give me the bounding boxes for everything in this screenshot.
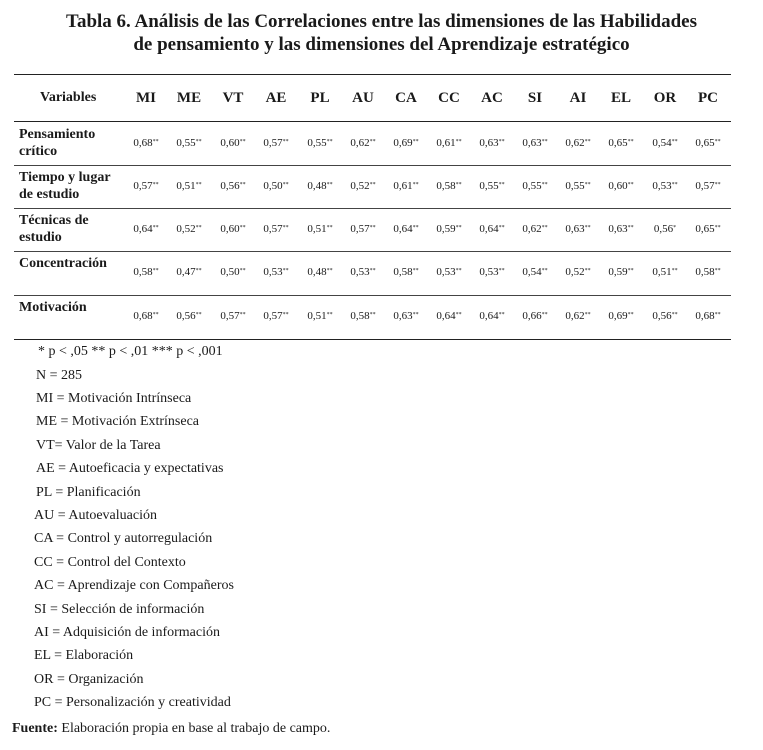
table-cell [557, 180, 599, 192]
significance-mark: ** [326, 182, 333, 188]
table-cell [385, 137, 427, 149]
table-cell [299, 223, 341, 235]
table-cell [514, 223, 556, 235]
table-cell [385, 310, 427, 322]
row-label [19, 212, 139, 246]
cell-value: 0,52 [350, 180, 370, 192]
significance-mark: ** [455, 268, 462, 274]
abbreviation-definition: PL = Planificación [36, 484, 141, 500]
significance-mark: ** [152, 182, 159, 188]
cell-value: 0,56 [652, 310, 672, 322]
significance-mark: ** [412, 139, 419, 145]
row-separator [14, 208, 731, 209]
column-header-ai: AI [569, 90, 587, 106]
table-cell [471, 223, 513, 235]
cell-value: 0,57 [350, 223, 370, 235]
significance-mark: ** [369, 312, 376, 318]
significance-mark: ** [498, 139, 505, 145]
table-cell [687, 310, 729, 322]
cell-value: 0,51 [307, 223, 327, 235]
significance-mark: ** [195, 182, 202, 188]
significance-mark: ** [627, 182, 634, 188]
row-label-line: Pensamiento [19, 127, 96, 142]
cell-value: 0,57 [263, 310, 283, 322]
row-label [19, 126, 139, 160]
table-cell [212, 137, 254, 149]
table-cell [600, 180, 642, 192]
table-cell [385, 180, 427, 192]
significance-mark: ** [541, 139, 548, 145]
significance-mark: ** [584, 139, 591, 145]
cell-value: 0,56 [220, 180, 240, 192]
cell-value: 0,48 [307, 266, 327, 278]
column-header-ac: AC [481, 90, 503, 106]
cell-value: 0,59 [608, 266, 628, 278]
table-cell [125, 180, 167, 192]
cell-value: 0,69 [608, 310, 628, 322]
table-cell [125, 223, 167, 235]
table-cell [428, 223, 470, 235]
abbreviation-definition: AU = Autoevaluación [34, 508, 157, 523]
table-cell [168, 223, 210, 235]
row-label-line: de estudio [19, 187, 80, 202]
column-header-me: ME [176, 90, 202, 106]
significance-mark: ** [239, 182, 246, 188]
row-label-line: crítico [19, 144, 58, 159]
column-header-el: EL [610, 90, 631, 106]
significance-mark: ** [455, 182, 462, 188]
cell-value: 0,59 [436, 223, 456, 235]
significance-mark: ** [455, 139, 462, 145]
column-header-mi: MI [136, 90, 156, 106]
table-cell [644, 266, 686, 278]
table-cell [299, 137, 341, 149]
column-header-or: OR [653, 90, 677, 106]
significance-mark: ** [671, 139, 678, 145]
significance-mark: ** [239, 225, 246, 231]
row-label-line: estudio [19, 230, 62, 245]
cell-value: 0,57 [263, 223, 283, 235]
table-cell [342, 266, 384, 278]
significance-mark: ** [326, 268, 333, 274]
cell-value: 0,58 [393, 266, 413, 278]
row-separator [14, 295, 731, 296]
table-cell [687, 223, 729, 235]
row-label-line: Concentración [19, 256, 107, 271]
table-cell [428, 137, 470, 149]
significance-mark: ** [412, 225, 419, 231]
table-cell [255, 266, 297, 278]
cell-value: 0,58 [350, 310, 370, 322]
cell-value: 0,64 [133, 223, 153, 235]
significance-mark: ** [239, 268, 246, 274]
significance-mark: ** [282, 312, 289, 318]
sample-size-note: N = 285 [36, 368, 83, 383]
significance-mark: ** [714, 139, 721, 145]
significance-mark: ** [152, 268, 159, 274]
cell-value: 0,68 [695, 310, 715, 322]
table-cell [125, 266, 167, 278]
column-header-vt: VT [222, 90, 244, 106]
table-cell [168, 266, 210, 278]
table-cell [514, 137, 556, 149]
table-cell [168, 310, 210, 322]
cell-value: 0,57 [220, 310, 240, 322]
significance-mark: ** [541, 225, 548, 231]
title-line-1: Tabla 6. Análisis de las Correlaciones entre las dimensiones de las Habilidades [66, 11, 697, 32]
cell-value: 0,66 [522, 310, 542, 322]
table-cell [342, 223, 384, 235]
abbreviation-definition: VT= Valor de la Tarea [36, 437, 161, 453]
significance-mark: ** [498, 182, 505, 188]
table-cell [644, 137, 686, 149]
table-cell [299, 180, 341, 192]
column-header-au: AU [352, 90, 374, 106]
cell-value: 0,57 [263, 137, 283, 149]
table-cell [557, 137, 599, 149]
table-cell [644, 180, 686, 192]
significance-mark: ** [627, 139, 634, 145]
row-label [19, 299, 139, 316]
table-cell [428, 310, 470, 322]
column-header-cc: CC [438, 90, 460, 106]
table-cell [255, 180, 297, 192]
table-cell [342, 310, 384, 322]
source-footer [12, 721, 330, 737]
significance-mark: ** [627, 225, 634, 231]
table-cell [514, 310, 556, 322]
table-cell [428, 266, 470, 278]
significance-mark: ** [152, 139, 159, 145]
abbreviation-definition: SI = Selección de información [34, 601, 205, 617]
significance-mark: ** [541, 268, 548, 274]
table-cell [299, 266, 341, 278]
significance-mark: ** [671, 182, 678, 188]
table-cell [385, 266, 427, 278]
significance-mark: ** [714, 312, 721, 318]
significance-mark: ** [541, 312, 548, 318]
cell-value: 0,47 [176, 266, 196, 278]
cell-value: 0,52 [565, 266, 585, 278]
cell-value: 0,56 [176, 310, 196, 322]
cell-value: 0,62 [565, 310, 585, 322]
significance-mark: ** [412, 268, 419, 274]
significance-mark: ** [369, 139, 376, 145]
significance-note: * p < ,05 ** p < ,01 *** p < ,001 [38, 344, 223, 359]
abbreviation-definition: ME = Motivación Extrínseca [36, 414, 200, 430]
significance-mark: ** [584, 182, 591, 188]
row-separator [14, 165, 731, 166]
abbreviation-definition: OR = Organización [34, 671, 144, 687]
table-cell [342, 137, 384, 149]
significance-mark: ** [455, 312, 462, 318]
significance-mark: ** [152, 225, 159, 231]
cell-value: 0,55 [176, 137, 196, 149]
significance-mark: ** [541, 182, 548, 188]
significance-mark: ** [498, 225, 505, 231]
table-cell [471, 310, 513, 322]
cell-value: 0,55 [307, 137, 327, 149]
abbreviation-definition: AE = Autoeficacia y expectativas [36, 461, 224, 477]
cell-value: 0,64 [479, 310, 499, 322]
cell-value: 0,64 [393, 223, 413, 235]
significance-mark: ** [671, 312, 678, 318]
cell-value: 0,53 [350, 266, 370, 278]
significance-mark: ** [239, 312, 246, 318]
significance-mark: ** [152, 312, 159, 318]
table-cell [557, 266, 599, 278]
cell-value: 0,60 [608, 180, 628, 192]
table-cell [255, 137, 297, 149]
cell-value: 0,50 [263, 180, 283, 192]
cell-value: 0,48 [307, 180, 327, 192]
table-cell [600, 137, 642, 149]
cell-value: 0,55 [522, 180, 542, 192]
cell-value: 0,62 [522, 223, 542, 235]
table-cell [342, 180, 384, 192]
significance-mark: ** [195, 139, 202, 145]
table-cell [471, 180, 513, 192]
cell-value: 0,60 [220, 223, 240, 235]
cell-value: 0,53 [479, 266, 499, 278]
table-cell [299, 310, 341, 322]
cell-value: 0,61 [436, 137, 456, 149]
table-cell [557, 310, 599, 322]
table-cell [471, 266, 513, 278]
cell-value: 0,53 [652, 180, 672, 192]
table-cell [212, 180, 254, 192]
cell-value: 0,51 [176, 180, 196, 192]
cell-value: 0,55 [479, 180, 499, 192]
cell-value: 0,68 [133, 137, 153, 149]
table-cell [212, 266, 254, 278]
table-cell [514, 180, 556, 192]
significance-mark: ** [282, 225, 289, 231]
row-label-line: Motivación [19, 300, 87, 315]
table-cell [644, 223, 686, 235]
cell-value: 0,56 [653, 223, 674, 235]
significance-mark: ** [412, 312, 419, 318]
significance-mark: ** [282, 182, 289, 188]
cell-value: 0,53 [436, 266, 456, 278]
table-cell [125, 137, 167, 149]
cell-value: 0,51 [652, 266, 672, 278]
significance-mark: ** [369, 225, 376, 231]
table-cell [600, 266, 642, 278]
cell-value: 0,54 [652, 137, 672, 149]
cell-value: 0,64 [479, 223, 499, 235]
table-cell [212, 310, 254, 322]
cell-value: 0,51 [307, 310, 327, 322]
row-label [19, 255, 139, 272]
table-cell [687, 266, 729, 278]
significance-mark: ** [671, 268, 678, 274]
significance-mark: ** [282, 268, 289, 274]
table-cell [514, 266, 556, 278]
table-cell [600, 223, 642, 235]
row-separator [14, 251, 731, 252]
table-bottom-rule [14, 339, 731, 340]
cell-value: 0,64 [436, 310, 456, 322]
significance-mark: ** [455, 225, 462, 231]
cell-value: 0,55 [565, 180, 585, 192]
cell-value: 0,65 [695, 223, 715, 235]
table-cell [428, 180, 470, 192]
table-cell [471, 137, 513, 149]
significance-mark: ** [627, 268, 634, 274]
cell-value: 0,54 [522, 266, 542, 278]
cell-value: 0,65 [695, 137, 715, 149]
cell-value: 0,58 [695, 266, 715, 278]
table-cell [212, 223, 254, 235]
abbreviation-definition: AI = Adquisición de información [34, 625, 220, 640]
abbreviation-definition: PC = Personalización y creatividad [34, 695, 231, 711]
significance-mark: ** [498, 268, 505, 274]
table-title [0, 10, 763, 56]
significance-mark: ** [498, 312, 505, 318]
column-header-pl: PL [310, 90, 330, 106]
title-line-2: de pensamiento y las dimensiones del Aprendizaje estratégico [133, 34, 630, 55]
table-cell [385, 223, 427, 235]
cell-value: 0,60 [220, 137, 240, 149]
source-label: Fuente: [12, 721, 58, 736]
cell-value: 0,69 [393, 137, 413, 149]
cell-value: 0,50 [220, 266, 240, 278]
cell-value: 0,65 [608, 137, 628, 149]
significance-mark: ** [714, 268, 721, 274]
row-label [19, 169, 139, 203]
cell-value: 0,63 [479, 137, 499, 149]
column-header-ca: CA [395, 90, 417, 106]
table-cell [255, 310, 297, 322]
table-cell [644, 310, 686, 322]
significance-mark: ** [584, 225, 591, 231]
cell-value: 0,68 [133, 310, 153, 322]
significance-mark: ** [584, 268, 591, 274]
row-label-line: Técnicas de [19, 213, 89, 228]
cell-value: 0,62 [565, 137, 585, 149]
cell-value: 0,58 [133, 266, 153, 278]
significance-mark: ** [412, 182, 419, 188]
cell-value: 0,53 [263, 266, 283, 278]
significance-mark: ** [714, 182, 721, 188]
significance-mark: ** [282, 139, 289, 145]
significance-mark: ** [326, 225, 333, 231]
table-cell [600, 310, 642, 322]
cell-value: 0,63 [608, 223, 628, 235]
abbreviation-definition: AC = Aprendizaje con Compañeros [34, 578, 234, 594]
table-top-rule [14, 74, 731, 75]
row-label-line: Tiempo y lugar [19, 170, 111, 185]
table-cell [168, 137, 210, 149]
table-cell [557, 223, 599, 235]
table-cell [168, 180, 210, 192]
significance-mark: ** [627, 312, 634, 318]
column-header-pc: PC [698, 90, 718, 106]
cell-value: 0,62 [350, 137, 370, 149]
significance-mark: ** [195, 268, 202, 274]
cell-value: 0,63 [393, 310, 413, 322]
table-cell [687, 180, 729, 192]
header-variables: Variables [40, 90, 97, 105]
significance-mark: ** [326, 139, 333, 145]
cell-value: 0,52 [176, 223, 196, 235]
table-cell [687, 137, 729, 149]
cell-value: 0,57 [133, 180, 153, 192]
significance-mark: ** [714, 225, 721, 231]
significance-mark: ** [584, 312, 591, 318]
source-text: Elaboración propia en base al trabajo de campo. [57, 721, 331, 736]
cell-value: 0,58 [436, 180, 456, 192]
significance-mark: ** [369, 182, 376, 188]
significance-mark: ** [195, 312, 202, 318]
cell-value: 0,63 [522, 137, 542, 149]
cell-value: 0,63 [565, 223, 585, 235]
abbreviation-definition: EL = Elaboración [34, 648, 134, 664]
column-header-si: SI [527, 90, 543, 106]
table-cell [125, 310, 167, 322]
significance-mark: ** [369, 268, 376, 274]
abbreviation-definition: MI = Motivación Intrínseca [36, 391, 192, 406]
significance-mark: ** [239, 139, 246, 145]
abbreviation-definition: CC = Control del Contexto [34, 554, 186, 570]
cell-value: 0,57 [695, 180, 715, 192]
significance-mark: ** [195, 225, 202, 231]
header-bottom-rule [14, 121, 731, 122]
significance-mark: ** [326, 312, 333, 318]
abbreviation-definition: CA = Control y autorregulación [34, 531, 213, 547]
table-cell [255, 223, 297, 235]
column-header-ae: AE [265, 90, 287, 106]
cell-value: 0,61 [393, 180, 413, 192]
significance-mark: * [673, 225, 677, 231]
